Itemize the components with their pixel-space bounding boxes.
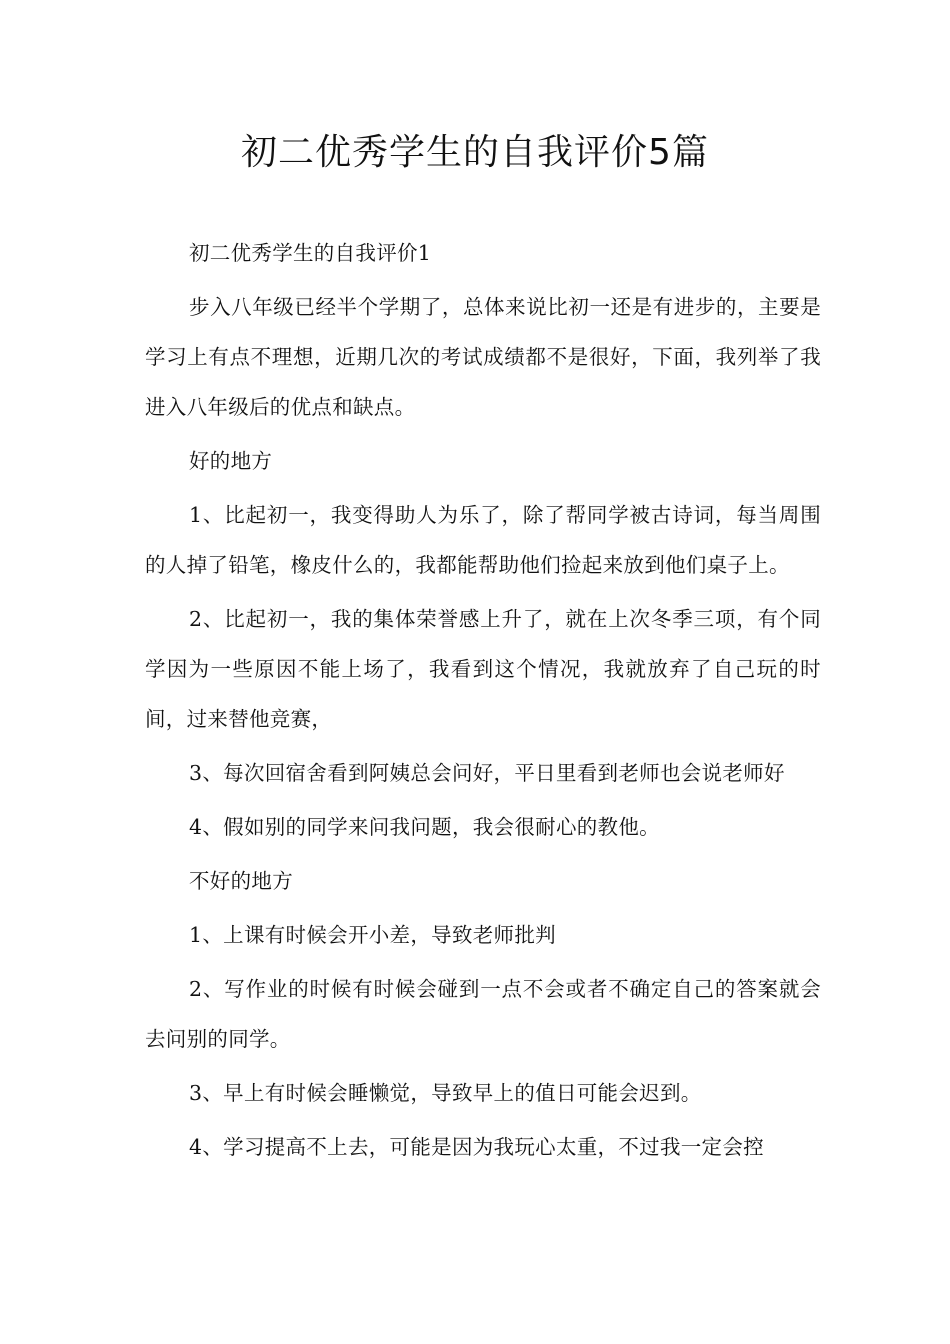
good-point-1: 1、比起初一，我变得助人为乐了，除了帮同学被古诗词，每当周围的人掉了铅笔，橡皮什么的，我都能帮助他们捡起来放到他们桌子上。 (145, 503, 821, 577)
bad-point-2: 2、写作业的时候有时候会碰到一点不会或者不确定自己的答案就会去问别的同学。 (145, 977, 821, 1051)
good-point-4: 4、假如别的同学来问我问题，我会很耐心的教他。 (189, 815, 660, 839)
document-title: 初二优秀学生的自我评价5篇 (241, 132, 709, 173)
section-heading-bad: 不好的地方 (189, 869, 293, 893)
intro-paragraph: 步入八年级已经半个学期了，总体来说比初一还是有进步的，主要是学习上有点不理想，近期几次的考试成绩都不是很好，下面，我列举了我进入八年级后的优点和缺点。 (145, 295, 821, 419)
bad-point-1: 1、上课有时候会开小差，导致老师批判 (189, 923, 556, 947)
section-heading-good: 好的地方 (189, 449, 273, 473)
bad-point-4: 4、学习提高不上去，可能是因为我玩心太重，不过我一定会控 (189, 1135, 764, 1159)
document-body (145, 228, 821, 1176)
bad-point-3: 3、早上有时候会睡懒觉，导致早上的值日可能会迟到。 (189, 1081, 702, 1105)
good-point-3: 3、每次回宿舍看到阿姨总会问好，平日里看到老师也会说老师好 (189, 761, 785, 785)
subtitle-paragraph: 初二优秀学生的自我评价1 (189, 241, 432, 265)
good-point-2: 2、比起初一，我的集体荣誉感上升了，就在上次冬季三项，有个同学因为一些原因不能上场了，我看到这个情况，我就放弃了自己玩的时间，过来替他竞赛， (145, 607, 821, 731)
